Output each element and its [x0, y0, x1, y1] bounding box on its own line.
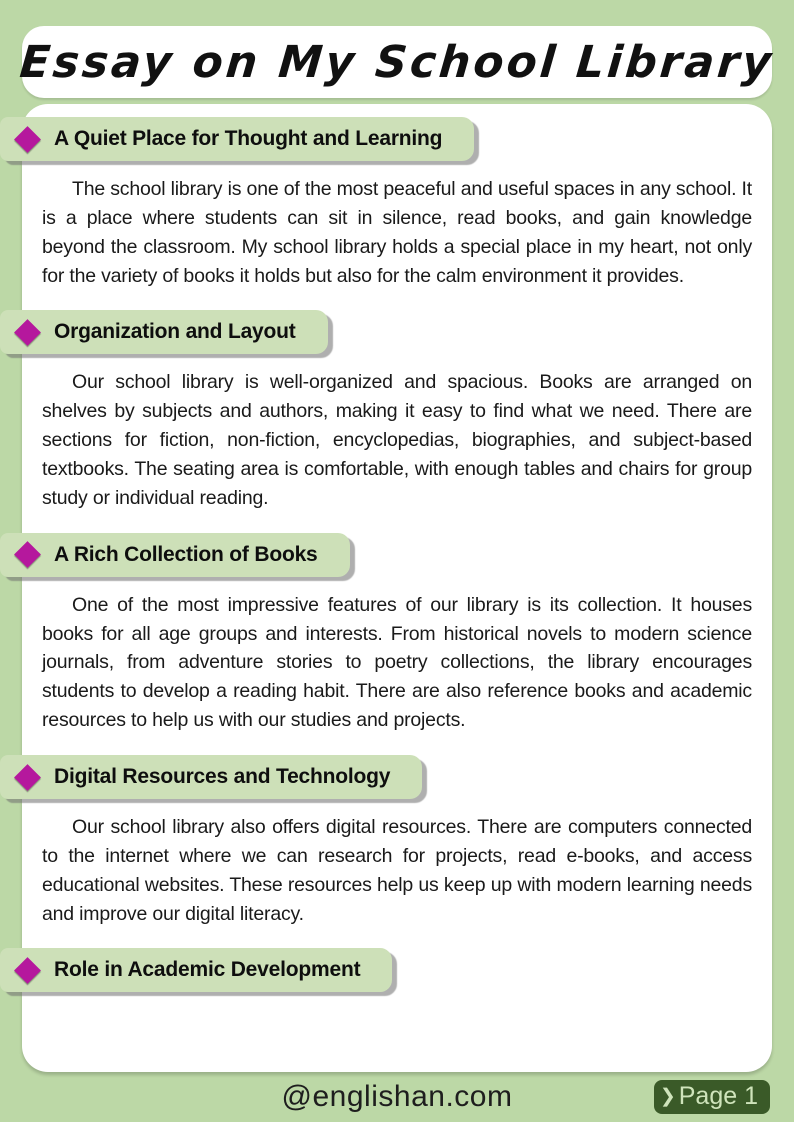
section-heading	[0, 117, 474, 161]
essay-content	[0, 104, 794, 1006]
section-heading-label: A Quiet Place for Thought and Learning	[54, 127, 443, 150]
diamond-bullet-icon	[14, 764, 41, 791]
section-heading	[0, 948, 392, 992]
section-heading-label: A Rich Collection of Books	[54, 542, 318, 566]
section-paragraph: Our school library is well-organized and spacious. Books are arranged on shelves by subjects and authors, making it easy to find what we need. There are sections for fiction, non-fiction, encyclopedias, biographies, and subject-based textbooks. The seating area is comfortable, with enough tables and chairs for group study or individual reading.	[42, 371, 752, 509]
section-heading-label: Role in Academic Development	[54, 958, 361, 982]
footer-site-text: @englishan.com	[281, 1080, 513, 1113]
diamond-bullet-icon	[14, 319, 41, 346]
section-paragraph: One of the most impressive features of our library is its collection. It houses books for all age groups and interests. From historical novels to modern science journals, from adventure stories to poetry collections, the library encourages students to develop a reading habit. There are also reference books and academic resources to help us with our studies and projects.	[42, 593, 752, 732]
section-paragraph: Our school library also offers digital resources. There are computers connected to the internet where we can research for projects, read e-books, and access educational websites. These resources help us keep up with modern learning needs and improve our digital literacy.	[42, 816, 752, 925]
section-heading-label: Digital Resources and Technology	[54, 765, 391, 789]
section-heading-label: Organization and Layout	[54, 320, 296, 344]
essay-section	[0, 117, 794, 290]
chevron-right-icon: ❯	[659, 1085, 676, 1107]
essay-section	[0, 533, 794, 735]
section-heading	[0, 755, 422, 799]
essay-section	[0, 310, 794, 512]
diamond-bullet-icon	[14, 957, 41, 984]
essay-section	[0, 755, 794, 928]
section-paragraph: The school library is one of the most peaceful and useful spaces in any school. It is a place where students can sit in silence, read books, and gain knowledge beyond the classroom. My school library holds a special place in my heart, not only for the variety of books it holds but also for the calm environment it provides.	[42, 178, 752, 287]
page-title: Essay on My School Library	[17, 36, 777, 88]
page-number-badge	[654, 1080, 770, 1114]
diamond-bullet-icon	[14, 541, 41, 568]
essay-section	[0, 948, 794, 992]
page-number-label: Page 1	[678, 1081, 758, 1110]
section-heading	[0, 310, 328, 354]
section-heading	[0, 533, 350, 577]
title-card	[17, 26, 777, 98]
diamond-bullet-icon	[14, 126, 41, 153]
